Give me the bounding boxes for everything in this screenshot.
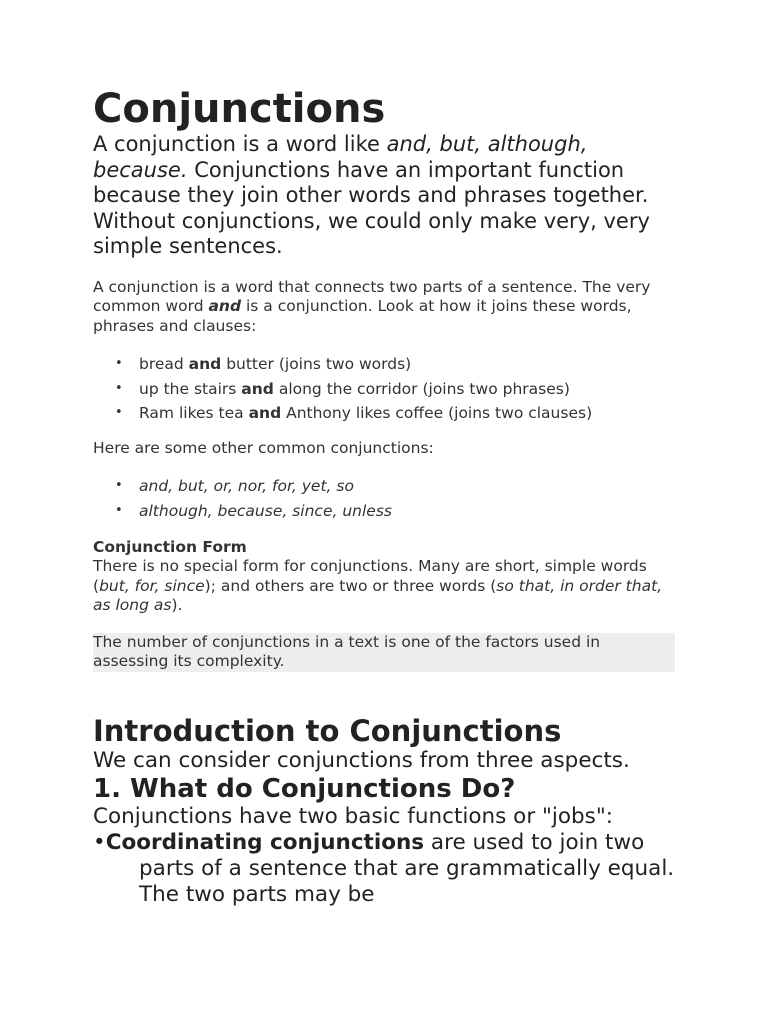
common-conjunctions-list [93, 474, 677, 523]
example-note: along the corridor (joins two phrases) [273, 379, 570, 398]
conjunction-group: although, because, since, unless [139, 501, 392, 520]
example-note: Anthony likes coffee (joins two clauses) [281, 404, 593, 422]
intro-paragraph [93, 132, 677, 260]
form-examples: so that, in order that, as long as [93, 576, 663, 614]
bullet-icon: • [115, 356, 123, 371]
section-heading: Introduction to Conjunctions [93, 713, 562, 748]
example-text: bread [139, 355, 189, 373]
functions-text: Conjunctions have two basic functions or "jobs": [93, 803, 613, 829]
example-text: Ram likes tea [139, 404, 249, 422]
list-item [93, 352, 677, 377]
form-paragraph [93, 557, 677, 616]
subsection-heading: 1. What do Conjunctions Do? [93, 773, 516, 804]
bullet-icon: • [93, 829, 106, 855]
list-item [93, 474, 677, 499]
form-text: ); and others are two or three words ( [204, 576, 497, 595]
list-item [93, 377, 677, 402]
common-conjunctions-intro: Here are some other common conjunctions: [93, 438, 434, 457]
definition-keyword: and [208, 297, 242, 315]
example-text: up the stairs [139, 379, 242, 398]
form-text: ). [171, 596, 183, 614]
bullet-icon: • [115, 380, 123, 396]
and-examples-list [93, 352, 677, 426]
conjunction-group: and, but, or, nor, for, yet, so [139, 477, 354, 495]
document-page [93, 86, 677, 908]
bullet-icon: • [115, 502, 123, 518]
example-keyword: and [188, 355, 222, 373]
definition-text-end: is a conjunction. Look at how it joins these words, phrases and clauses: [93, 297, 632, 335]
page-title: Conjunctions [93, 86, 386, 132]
note-box: The number of conjunctions in a text is one of the factors used in assessing its complexity. [93, 633, 675, 672]
coordinating-term: Coordinating conjunctions [105, 829, 425, 855]
list-item [93, 499, 677, 524]
example-keyword: and [241, 379, 274, 398]
list-item [93, 401, 677, 426]
example-keyword: and [248, 404, 282, 422]
form-heading: Conjunction Form [93, 538, 247, 556]
bullet-icon: • [115, 405, 123, 420]
definition-text-start: A conjunction is a word that connects two parts of a sentence. The very common word [93, 277, 651, 315]
definition-paragraph [93, 278, 677, 337]
form-examples: but, for, since [99, 576, 205, 595]
form-text: There is no special form for conjunctions. Many are short, simple words ( [93, 557, 647, 595]
coordinating-item [93, 830, 677, 908]
intro-text-end: Conjunctions have an important function because they join other words and phrases together. Without conjunctions, we could only make very, very simple sentences. [93, 157, 650, 258]
section-intro: We can consider conjunctions from three aspects. [93, 747, 630, 773]
bullet-icon: • [115, 478, 123, 493]
intro-text-start: A conjunction is a word like [93, 132, 387, 156]
example-note: butter (joins two words) [221, 355, 412, 373]
coordinating-text: are used to join two parts of a sentence that are grammatically equal. The two parts may be [139, 829, 675, 907]
intro-examples: and, but, although, because. [93, 132, 588, 182]
